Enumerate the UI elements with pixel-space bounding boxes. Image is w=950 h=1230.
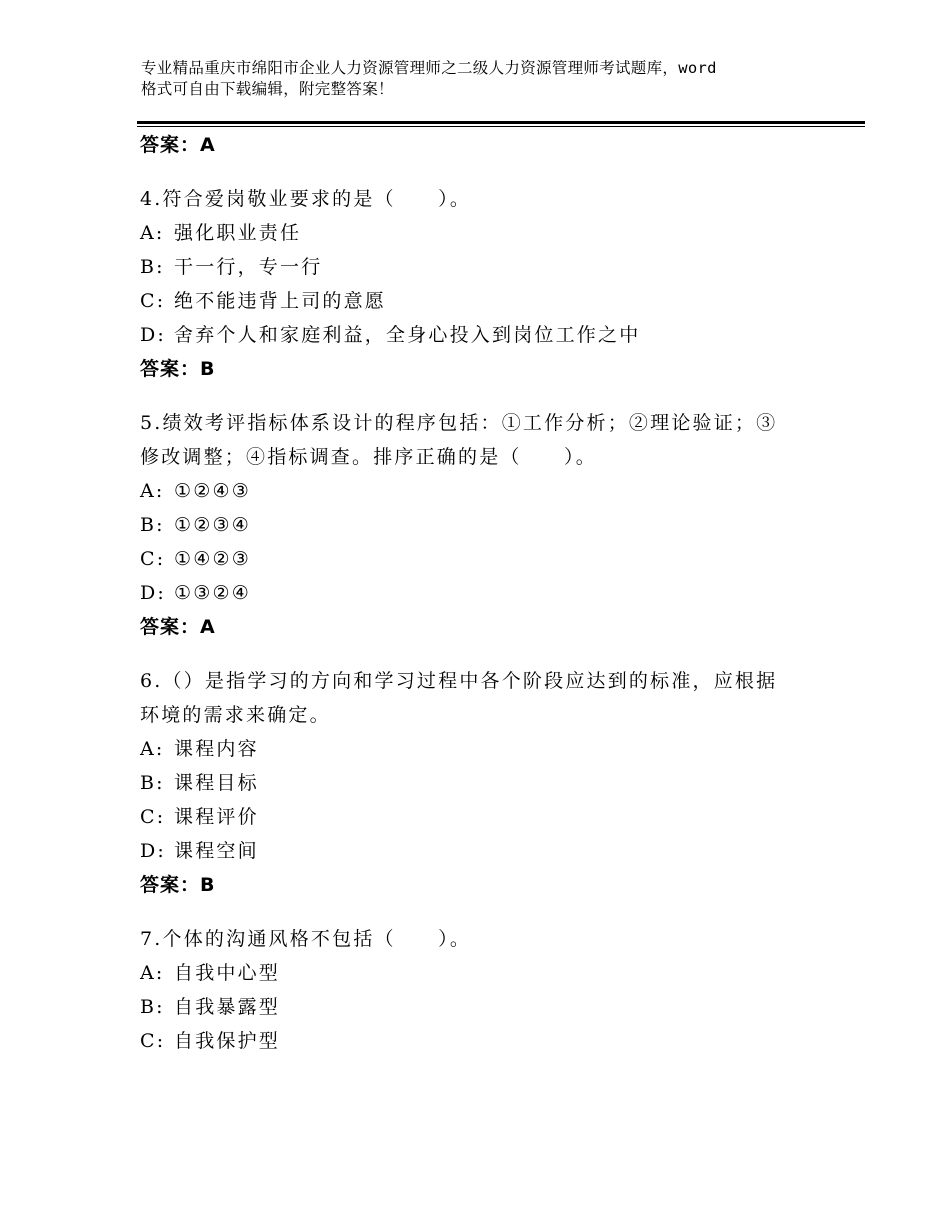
header-rule-thin bbox=[137, 126, 865, 127]
option-text: 自我保护型 bbox=[174, 1030, 281, 1052]
question-text-line-1: 5.绩效考评指标体系设计的程序包括：①工作分析；②理论验证；③ bbox=[140, 412, 778, 434]
option-text: 绝不能违背上司的意愿 bbox=[174, 290, 387, 312]
option-a bbox=[140, 216, 840, 250]
option-d bbox=[140, 834, 840, 868]
option-text: ①②③④ bbox=[174, 514, 251, 536]
question-text-line-2: 修改调整；④指标调查。排序正确的是（ ）。 bbox=[140, 446, 597, 468]
option-letter: D: bbox=[140, 582, 167, 604]
question-4 bbox=[140, 182, 840, 386]
option-letter: C: bbox=[140, 290, 166, 312]
question-5 bbox=[140, 406, 840, 644]
option-text: ①②④③ bbox=[174, 480, 251, 502]
option-letter: B: bbox=[140, 256, 165, 278]
option-text: 课程评价 bbox=[174, 806, 259, 828]
option-letter: C: bbox=[140, 806, 166, 828]
answer: 答案：A bbox=[140, 616, 216, 638]
option-d bbox=[140, 318, 840, 352]
question-text: 7.个体的沟通风格不包括（ ）。 bbox=[140, 928, 472, 950]
option-letter: A: bbox=[140, 480, 165, 502]
option-letter: C: bbox=[140, 548, 166, 570]
option-letter: D: bbox=[140, 324, 167, 346]
option-text: 强化职业责任 bbox=[174, 222, 302, 244]
option-text: 自我中心型 bbox=[174, 962, 281, 984]
question-text: 4.符合爱岗敬业要求的是（ ）。 bbox=[140, 188, 472, 210]
option-text: 课程空间 bbox=[174, 840, 259, 862]
question-6 bbox=[140, 664, 840, 902]
header-title-line-2: 格式可自由下载编辑，附完整答案！ bbox=[141, 80, 394, 98]
answer: 答案：B bbox=[140, 358, 216, 380]
option-letter: A: bbox=[140, 222, 165, 244]
document-body bbox=[140, 128, 840, 1058]
option-c bbox=[140, 284, 840, 318]
option-text: 课程目标 bbox=[174, 772, 259, 794]
option-text: ①④②③ bbox=[174, 548, 251, 570]
option-a bbox=[140, 732, 840, 766]
option-a bbox=[140, 956, 840, 990]
option-b bbox=[140, 990, 840, 1024]
question-7 bbox=[140, 922, 840, 1058]
header-rule-thick bbox=[137, 121, 865, 124]
previous-answer: 答案：A bbox=[140, 134, 216, 156]
option-d bbox=[140, 576, 840, 610]
option-c bbox=[140, 1024, 840, 1058]
option-letter: B: bbox=[140, 772, 165, 794]
option-letter: C: bbox=[140, 1030, 166, 1052]
option-letter: B: bbox=[140, 514, 165, 536]
option-letter: A: bbox=[140, 738, 165, 760]
option-letter: B: bbox=[140, 996, 165, 1018]
option-c bbox=[140, 800, 840, 834]
option-text: 干一行，专一行 bbox=[174, 256, 323, 278]
option-b bbox=[140, 508, 840, 542]
option-text: 课程内容 bbox=[174, 738, 259, 760]
option-c bbox=[140, 542, 840, 576]
option-letter: A: bbox=[140, 962, 165, 984]
option-b bbox=[140, 766, 840, 800]
option-text: 自我暴露型 bbox=[174, 996, 281, 1018]
option-a bbox=[140, 474, 840, 508]
option-text: 舍弃个人和家庭利益，全身心投入到岗位工作之中 bbox=[174, 324, 641, 346]
header-title-line-1: 专业精品重庆市绵阳市企业人力资源管理师之二级人力资源管理师考试题库，word bbox=[141, 59, 717, 77]
option-text: ①③②④ bbox=[174, 582, 251, 604]
option-letter: D: bbox=[140, 840, 167, 862]
question-text-line-2: 环境的需求来确定。 bbox=[140, 704, 331, 726]
answer: 答案：B bbox=[140, 874, 216, 896]
option-b bbox=[140, 250, 840, 284]
question-text-line-1: 6.（）是指学习的方向和学习过程中各个阶段应达到的标准，应根据 bbox=[140, 670, 778, 692]
document-header bbox=[141, 58, 861, 100]
